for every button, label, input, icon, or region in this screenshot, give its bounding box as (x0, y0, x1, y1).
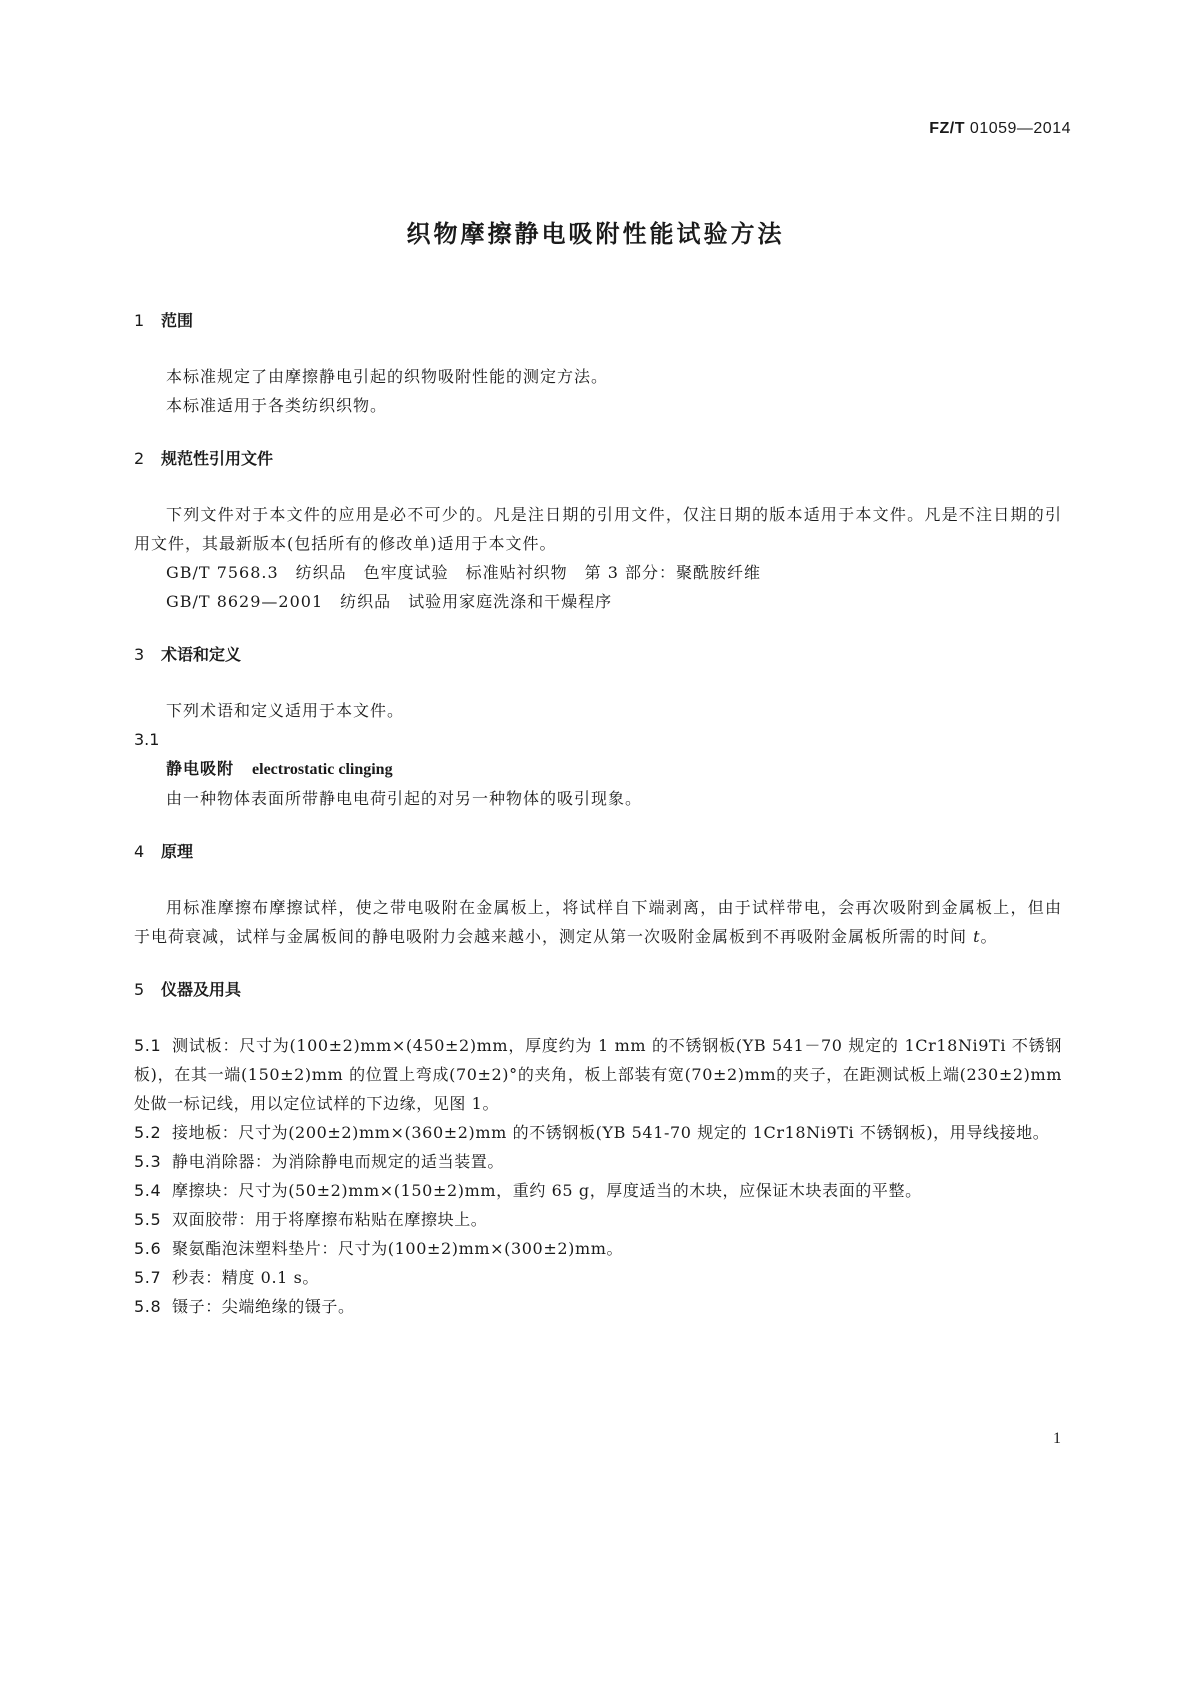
item-number: 5.7 (134, 1268, 162, 1287)
section-5-heading (134, 975, 1062, 1005)
section-number: 2 (134, 449, 145, 468)
section-3-heading (134, 640, 1062, 670)
item-text: 摩擦块：尺寸为(50±2)mm×(150±2)mm，重约 65 g，厚度适当的木块，应保证木块表面的平整。 (172, 1181, 922, 1200)
section-2-heading (134, 444, 1062, 474)
clause-number: 3.1 (134, 730, 160, 749)
time-variable: t (973, 927, 981, 946)
item-number: 5.2 (134, 1123, 162, 1142)
paragraph: 本标准规定了由摩擦静电引起的织物吸附性能的测定方法。 (166, 367, 609, 386)
item-text: 双面胶带：用于将摩擦布粘贴在摩擦块上。 (172, 1210, 488, 1229)
standard-code-number: 01059—2014 (964, 120, 1071, 137)
term-english: electrostatic clinging (252, 761, 393, 778)
list-item (134, 1263, 1062, 1292)
section-title: 术语和定义 (161, 645, 242, 664)
document-body (134, 306, 1062, 1321)
page-number: 1 (1053, 1430, 1061, 1447)
item-text: 静电消除器：为消除静电而规定的适当装置。 (172, 1152, 505, 1171)
item-number: 5.5 (134, 1210, 162, 1229)
paragraph (134, 893, 1062, 951)
term-chinese: 静电吸附 (166, 759, 235, 778)
list-item (134, 1205, 1062, 1234)
list-item (134, 1292, 1062, 1321)
section-number: 4 (134, 842, 145, 861)
section-number: 1 (134, 311, 145, 330)
reference-item: GB/T 7568.3 纺织品 色牢度试验 标准贴衬织物 第 3 部分：聚酰胺纤维 (166, 563, 762, 582)
list-item (134, 1176, 1062, 1205)
item-text: 秒表：精度 0.1 s。 (172, 1268, 320, 1287)
item-text: 聚氨酯泡沫塑料垫片：尺寸为(100±2)mm×(300±2)mm。 (172, 1239, 624, 1258)
list-item (134, 1118, 1062, 1147)
item-number: 5.6 (134, 1239, 162, 1258)
standard-code-prefix: FZ/T (929, 120, 965, 137)
section-number: 3 (134, 645, 145, 664)
item-number: 5.4 (134, 1181, 162, 1200)
item-text: 测试板：尺寸为(100±2)mm×(450±2)mm，厚度约为 1 mm 的不锈钢板(YB 541－70 规定的 1Cr18Ni9Ti 不锈钢板)，在其一端(150±2)mm 的位置上弯成(70±2)°的夹角，板上部装有宽(70±2)mm的夹子，在距测试板上端(230±2)mm 处做一标记线，用以定位试样的下边缘，见图 1。 (134, 1036, 1062, 1113)
term-entry (134, 754, 1062, 784)
item-number: 5.1 (134, 1036, 162, 1055)
list-item (134, 1234, 1062, 1263)
section-4-heading (134, 837, 1062, 867)
section-title: 规范性引用文件 (161, 449, 274, 468)
principle-text: 用标准摩擦布摩擦试样，使之带电吸附在金属板上，将试样自下端剥离，由于试样带电，会再次吸附到金属板上，但由于电荷衰减，试样与金属板间的静电吸附力会越来越小，测定从第一次吸附金属板到不再吸附金属板所需的时间 (134, 898, 1062, 946)
paragraph: 本标准适用于各类纺织织物。 (166, 396, 388, 415)
item-number: 5.3 (134, 1152, 162, 1171)
paragraph: 下列术语和定义适用于本文件。 (166, 701, 405, 720)
reference-item: GB/T 8629—2001 纺织品 试验用家庭洗涤和干燥程序 (166, 592, 613, 611)
item-number: 5.8 (134, 1297, 162, 1316)
document-title: 织物摩擦静电吸附性能试验方法 (406, 220, 785, 248)
term-definition: 由一种物体表面所带静电电荷引起的对另一种物体的吸引现象。 (166, 789, 643, 808)
section-1-heading (134, 306, 1062, 336)
item-text: 镊子：尖端绝缘的镊子。 (172, 1297, 355, 1316)
section-title: 仪器及用具 (161, 980, 242, 999)
standard-code (929, 120, 1071, 138)
section-title: 原理 (161, 842, 194, 861)
section-number: 5 (134, 980, 145, 999)
principle-end: 。 (980, 927, 998, 946)
item-text: 接地板：尺寸为(200±2)mm×(360±2)mm 的不锈钢板(YB 541-70 规定的 1Cr18Ni9Ti 不锈钢板)，用导线接地。 (172, 1123, 1050, 1142)
paragraph: 下列文件对于本文件的应用是必不可少的。凡是注日期的引用文件，仅注日期的版本适用于本文件。凡是不注日期的引用文件，其最新版本(包括所有的修改单)适用于本文件。 (134, 505, 1062, 553)
list-item (134, 1147, 1062, 1176)
list-item (134, 1031, 1062, 1118)
section-title: 范围 (161, 311, 194, 330)
